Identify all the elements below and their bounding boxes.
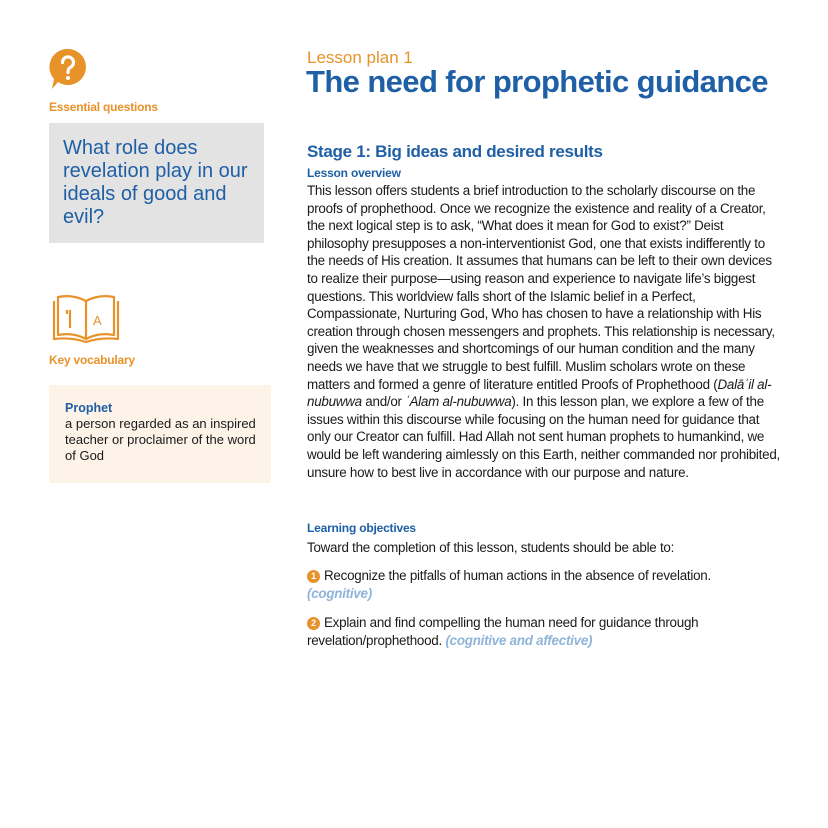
vocab-term: Prophet: [65, 401, 113, 415]
question-bubble-icon: [49, 48, 87, 90]
lesson-overview-body: [307, 182, 783, 481]
book-glyph: A: [93, 313, 102, 328]
overview-text-1: This lesson offers students a brief introduction to the scholarly discourse on the proofs of prophethood. Once we recognize the existence and reality of a Creator, the next logical step is to ask, “What does it mean for God to exist?” Deist philosophy presupposes a non-interventionist God, one that exists indifferently to the needs of His creation. It assumes that humans can be left to their own devices to realize their purpose—using reason and experience to navigate life’s biggest questions. This worldview falls short of the Islamic belief in a Perfect, Compassionate, Nurturing God, Who has chosen to have a relationship with His creation through chosen messengers and prophets. This relationship is necessary, given the weaknesses and shortcomings of our human condition and the many needs we have that we struggle to best fulfill. Muslim scholars wrote on these matters and formed a genre of literature entitled Proofs of Prophethood (: [307, 183, 775, 392]
objective-item: [307, 567, 777, 603]
lesson-overview-heading: Lesson overview: [307, 166, 401, 180]
learning-objectives-heading: Learning objectives: [307, 521, 416, 535]
essential-question-box: [49, 123, 264, 243]
objectives-intro: Toward the completion of this lesson, students should be able to:: [307, 540, 675, 555]
vocab-definition: a person regarded as an inspired teacher or proclaimer of the word of God: [65, 416, 256, 463]
objective-tag: (cognitive): [307, 586, 372, 601]
vocabulary-card: [49, 385, 271, 483]
page-title: The need for prophetic guidance: [306, 64, 768, 99]
objective-text: Recognize the pitfalls of human actions in the absence of revelation.: [324, 568, 711, 583]
essential-questions-label: Essential questions: [49, 100, 158, 114]
objective-number-badge: 2: [307, 617, 320, 630]
open-book-icon: [51, 293, 121, 343]
objective-tag: (cognitive and affective): [445, 633, 593, 648]
essential-question-text: What role does revelation play in our ideals of good and evil?: [63, 137, 248, 228]
overview-and: and/or: [361, 394, 406, 410]
key-vocabulary-label: Key vocabulary: [49, 353, 135, 367]
overview-italic-2: ʿAlam al-nubuwwa: [405, 394, 512, 410]
stage-heading: Stage 1: Big ideas and desired results: [307, 142, 603, 161]
objective-item: [307, 614, 777, 650]
lesson-plan-label: Lesson plan 1: [307, 48, 413, 67]
overview-italic-1: Dalāʾil al-nubuwwa: [307, 376, 772, 410]
objective-text: Explain and find compelling the human need for guidance through revelation/prophethood.: [307, 615, 699, 648]
overview-text-2: ). In this lesson plan, we explore a few of the issues within this discourse while focusing on the human need for guidance that only our Creator can fulfill. Had Allah not sent human prophets to humankind, we would be left wandering aimlessly on this Earth, neither commanded nor prohibited, unsure how to best live in accordance with our purpose and nature.: [307, 394, 780, 480]
objective-number-badge: 1: [307, 570, 320, 583]
